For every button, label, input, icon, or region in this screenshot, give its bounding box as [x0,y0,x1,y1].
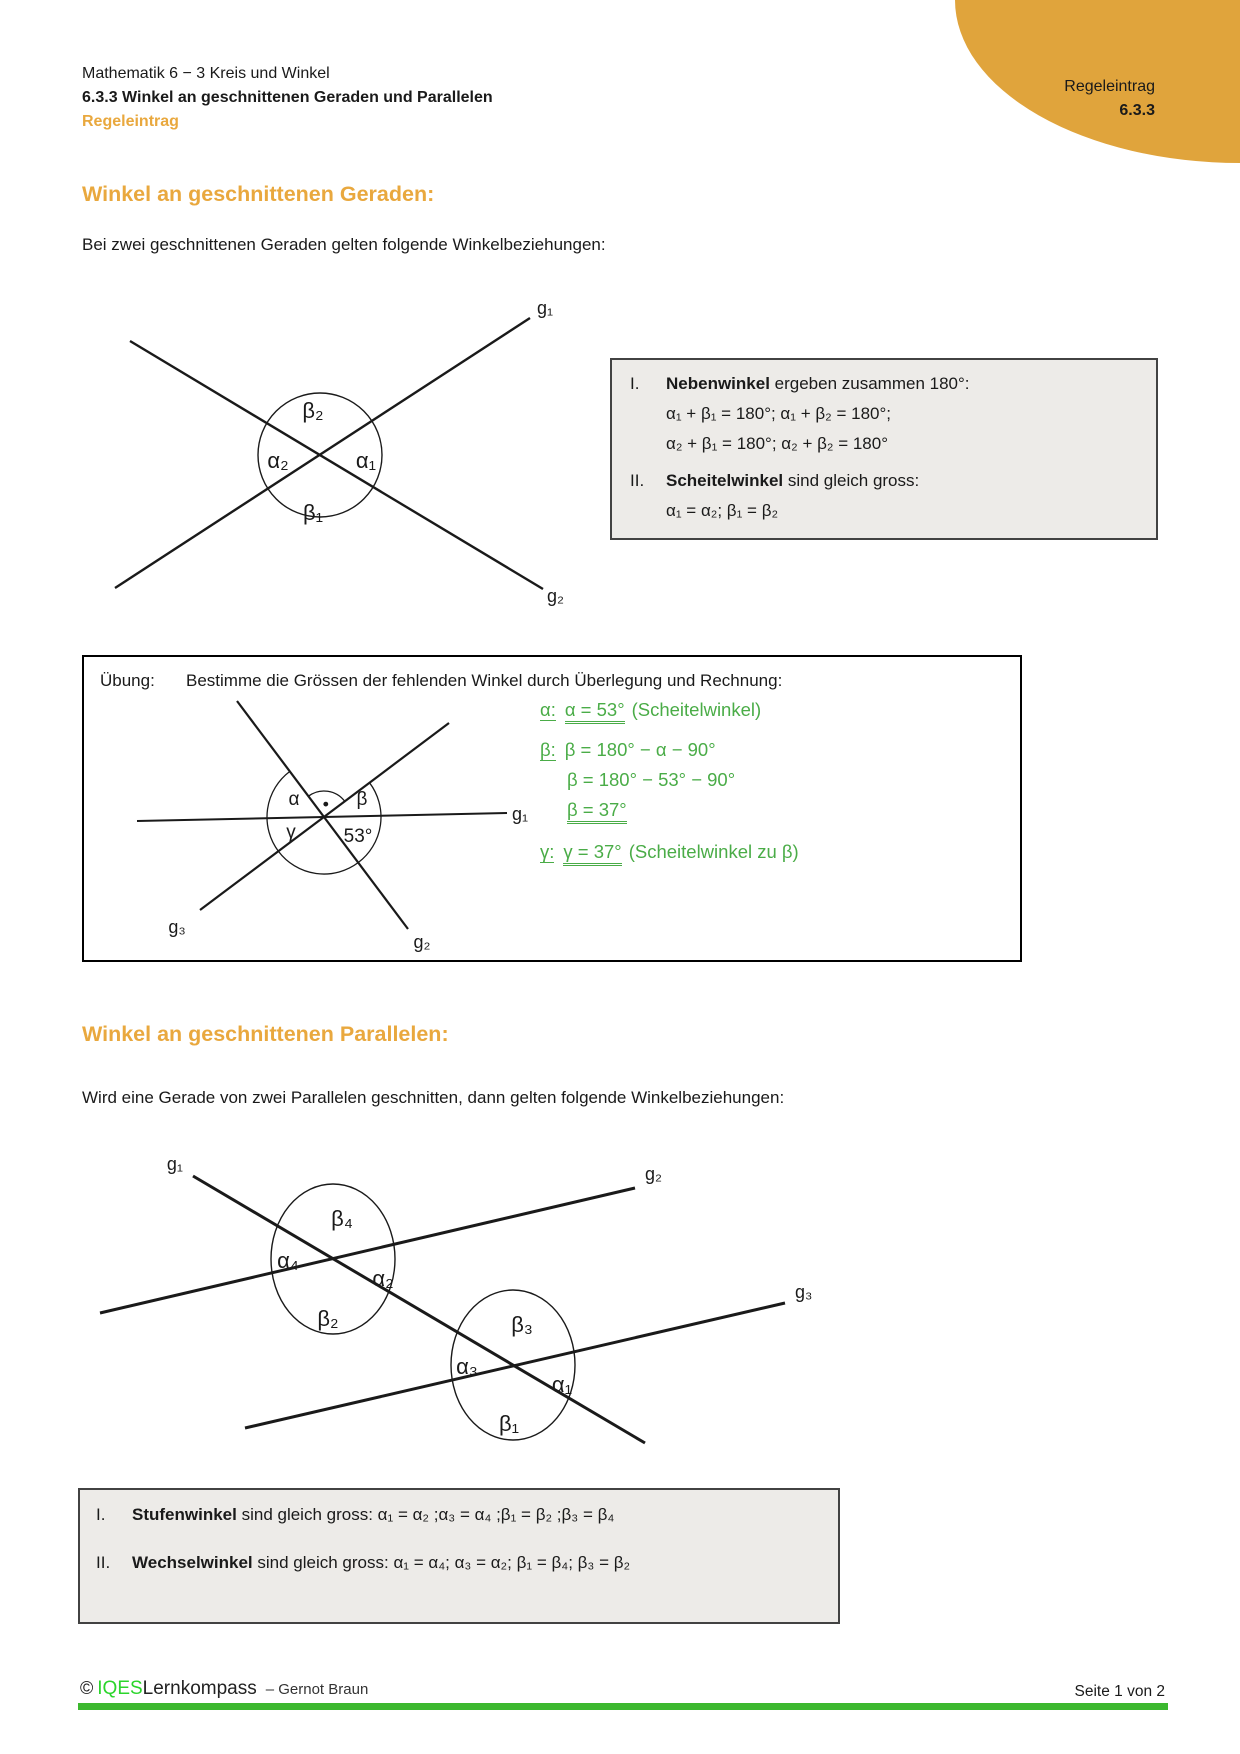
line-g1 [115,318,530,588]
angle-label-beta3: β₃ [511,1312,533,1337]
solution-result: γ = 37° [563,841,621,866]
angle-label-beta1: β₁ [302,500,324,525]
label-g3: g₃ [795,1282,813,1302]
angle-label-beta2: β₂ [302,398,324,423]
solution-result: β = 37° [567,799,627,824]
rule-keyword: Stufenwinkel [132,1505,237,1524]
exercise-prompt: Bestimme die Grössen der fehlenden Winkel durch Überlegung und Rechnung: [186,671,783,690]
rule-formula: α₁ = α₂ ;α₃ = α₄ ;β₁ = β₂ ;β₃ = β₄ [377,1505,615,1524]
angle-label-alpha2: α₂ [372,1266,394,1291]
label-g1: g₁ [512,804,529,824]
angle-arc-right-angle [308,791,344,801]
exercise-diagram [104,695,544,957]
angle-label-alpha1: α₁ [551,1372,573,1397]
angle-label-beta: β [356,789,368,810]
angle-label-alpha3: α₃ [456,1354,478,1379]
header-type: Regeleintrag [82,113,179,130]
angle-label-53: 53° [343,826,373,847]
rule-number: II. [96,1553,111,1572]
section1-heading: Winkel an geschnittenen Geraden: [82,182,435,206]
header-course: Mathematik 6 − 3 Kreis und Winkel [82,65,330,82]
rule-stufenwinkel [96,1505,828,1525]
line-g2 [100,1188,635,1313]
solution-beta-result [540,799,627,821]
rule-formula: α₂ + β₁ = 180°; α₂ + β₂ = 180° [666,434,889,453]
solution-gamma [540,841,799,863]
copyright-icon: © [80,1678,94,1698]
solution-lead: β: [540,739,556,760]
angle-label-beta1: β₁ [498,1411,520,1436]
brand-lernkompass: Lernkompass [142,1678,257,1699]
line-g2 [130,341,543,589]
footer-author: – Gernot Braun [265,1681,369,1698]
label-g1: g₁ [537,298,554,318]
angle-label-alpha1: α₁ [355,448,377,473]
solution-note: (Scheitelwinkel zu β) [628,841,799,862]
rule-text: sind gleich gross: [783,471,920,490]
rule-wechselwinkel [96,1553,828,1573]
solution-note: (Scheitelwinkel) [631,699,762,720]
right-angle-dot [323,802,328,807]
solution-beta-2 [540,769,735,791]
rule-text: sind gleich gross: [236,1505,378,1524]
exercise-box [82,655,1022,962]
angle-label-alpha2: α₂ [267,448,289,473]
solution-step: β = 180° − α − 90° [564,739,716,760]
solution-lead: γ: [540,841,555,862]
corner-label-block [1064,75,1155,123]
section2-intro: Wird eine Gerade von zwei Parallelen geschnitten, dann gelten folgende Winkelbeziehungen: [82,1088,785,1107]
rules-box-parallels [78,1488,840,1624]
label-g2: g₂ [413,932,431,952]
rule-formula: α₁ = α₄; α₃ = α₂; β₁ = β₄; β₃ = β₂ [393,1553,631,1572]
section2-heading: Winkel an geschnittenen Parallelen: [82,1022,449,1046]
solution-alpha [540,699,761,721]
brand-iqes: IQES [97,1678,143,1699]
solution-result: α = 53° [565,699,625,724]
rule-number: II. [630,471,645,490]
label-g2: g₂ [547,586,564,606]
rule-keyword: Wechselwinkel [132,1553,253,1572]
angle-label-alpha: α [288,789,300,810]
line-g1-transversal [193,1176,645,1443]
angle-label-alpha4: α₄ [277,1248,299,1273]
section1-intro: Bei zwei geschnittenen Geraden gelten folgende Winkelbeziehungen: [82,235,606,254]
rule-formula: α₁ + β₁ = 180°; α₁ + β₂ = 180°; [666,404,892,423]
angle-label-gamma: γ [286,822,296,843]
exercise-label: Übung: [100,671,155,690]
rule-text: ergeben zusammen 180°: [769,374,970,393]
label-g1: g₁ [166,1154,183,1174]
label-g3: g₃ [168,917,186,937]
rule-formula: α₁ = α₂; β₁ = β₂ [666,501,779,520]
rule-number: I. [96,1505,106,1524]
footer-brand [80,1678,368,1700]
document-header [82,62,493,134]
rule-keyword: Scheitelwinkel [666,471,784,490]
rule-nebenwinkel [630,369,1146,459]
angle-label-beta4: β₄ [331,1206,353,1231]
rules-box-crossed-lines [610,358,1158,540]
parallels-diagram [85,1128,815,1473]
header-chapter: 6.3.3 Winkel an geschnittenen Geraden und Parallelen [82,89,493,106]
corner-label: Regeleintrag [1064,78,1155,95]
label-g2: g₂ [645,1164,662,1184]
rule-number: I. [630,374,640,393]
solution-beta-1 [540,739,716,761]
footer-green-bar [78,1703,1168,1710]
corner-number: 6.3.3 [1119,102,1155,119]
solution-lead: α: [540,699,556,720]
rule-text: sind gleich gross: [252,1553,394,1572]
crossed-lines-diagram [85,268,585,613]
rule-scheitelwinkel [630,466,1146,526]
angle-label-beta2: β₂ [317,1306,339,1331]
page-number: Seite 1 von 2 [1074,1683,1165,1700]
line-g3 [200,723,449,910]
rule-keyword: Nebenwinkel [666,374,770,393]
solution-step: β = 180° − 53° − 90° [567,769,736,790]
